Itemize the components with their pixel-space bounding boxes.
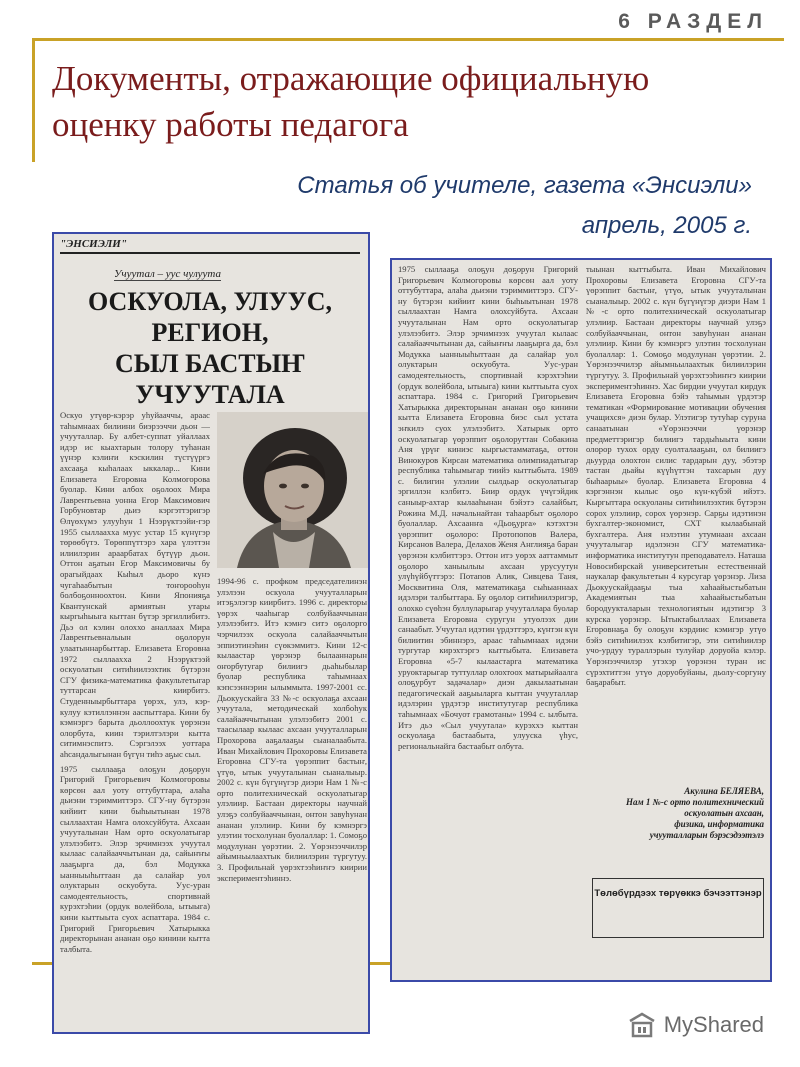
article-column-1 bbox=[60, 410, 210, 1030]
headline-line-4: УЧУУТАЛА bbox=[135, 380, 285, 409]
headline-line-1: ОСКУОЛА, УЛУУС, bbox=[88, 287, 332, 316]
page-title bbox=[52, 56, 752, 148]
logo-text: MyShared bbox=[663, 1012, 764, 1037]
article-paragraph: 1975 сыллааҕа олоҕун доҕорун Григорий Григорьевич Колмогоровы көрсөн аал уоту оттубуттара, алаһа дьиэни тэриммиттэрэ. СГУ-ну бүтэрэн кийиит кини быһыытынан 1978 сыллаахтан Намга олохсуйбута. Ахсаан учууталынан Нам орто оскуолатыгар улэлээбитэ. Элэр эрчимнээх учуутал кылаас салайааччытынан да, сайыҥҥы лааҕырга да, бэл Модукка ыанныыһыттаан да салайар уол олуктарын оскуобута. Уус-уран самодеятельность, спортивнай курэхтэһии (ордук волейбола, ытыыга) кини кыттыыта суох аспаттара. 1984 с. Григорий Григорьевич Хатырыкка директорынан ананан оҕо кинини кытта талбыта. bbox=[60, 763, 210, 954]
myshared-logo-icon bbox=[626, 1011, 658, 1039]
article-signature bbox=[592, 786, 764, 841]
subtitle-line-2: апрель, 2005 г. bbox=[581, 212, 752, 239]
portrait-illustration bbox=[217, 412, 369, 568]
article-paragraph: тыынан кыттыбыта. Иван Михайлович Прохоровы Елизавета Егоровна СГУ-та үөрэппит бастыҥ, үтүө, ытык учууталынан сыаналыыр. 2002 с. күн бүгүнүгэр диэри Нам 1 №-с орто политехническай оскуолатыгар улэлиир. Бастаан директоры научнай улэҕэ солбуйааччынан, онтон завуһунан ананан улэлиир. Кини бу кэмнэргэ улэтин тосхолунан буолаллар: 1. Сомоҕо модулунан үөрэтии. 2. Үөрэнээччилэр айымньылаахтык билиилэрин түргутуу. 3. Профильнай үөрэхтээһиҥҥэ киирии экспериментэһиннэ. Хас бирдии учуутал кирдук Елизавета Егоровна бэйэ таһымын үрдэтэр тематикан «Формирование мотивации обучения учащихся» диэн булар. Улэтигэр тутуһар суруна санаатынан «Үөрэнээччи үөрэнэр предметтэригэр билиигэ тардыһыыта кини олорор тухох орду суолталааҕын, ол билиигэ дьуурда олохтон силис тардарын дуу, эбэтэр тастан дьайы күүһүттэн тахсарын дуу быһаарыы» буолар. Елизавета Егоровна 4 кэргэннэн кылыс оҕо күн-күбэй ийэтэ. Кыргыттара оскуоланы ситиһиилээхтик бүтэрэн сорох улэлиир, сорох үөрэнэр. Сарҕы идэтинэн бухгалтер-экономист, СХТ кылаабынай бухгалтера. Аня нэлэтин утумнаан ахсаан учууталыгар идэлэнэн СГУ математика-информатика институтун преподавателэ. Наташа Новосибирскай университетын естественнай наукалар факультетын 4 курсугар үөрэнэр. Лиза Дьокуускайдааҕы тыа хаһаайыстыбатын Академиятын тыа хаһаайыстыбатын бородуукталарын технологиятын идэтигэр 3 курска үөрэнэр. Ытыктабыллаах Елизавета Егоровнаҕа бу олоҕун кэрдиис кэмигэр утүө бэйэ ситиһиилээх кэлбитигэр, эти ситиһиилэр учо-урдуу тураллэрын тулуйар доруойа кэлэр. Үөрэнээччилэр утэхэр үөрэнэн туран ис сүрэхтиттэн утүө доруобуйаны, дьолу-соргуну баҕарабыт. bbox=[586, 264, 766, 688]
signature-line: Нам 1 №-с орто политехнический оскуолатын ахсаан, bbox=[626, 797, 764, 818]
myshared-logo[interactable] bbox=[626, 1011, 764, 1039]
newspaper-clipping-left bbox=[52, 232, 370, 1034]
signature-author: Акулина БЕЛЯЕВА, bbox=[684, 786, 764, 796]
newspaper-clipping-right bbox=[390, 258, 772, 982]
advertisement-caption: Төлөбүрдээх төрүөккэ бэчээттэнэр bbox=[592, 878, 764, 938]
article-rubric: Учуутал – уус чулуута bbox=[114, 268, 222, 280]
signature-line: учууталларын бэрэсэдээтэлэ bbox=[649, 830, 764, 840]
title-line-1: Документы, отражающие официальную bbox=[52, 59, 650, 98]
section-label: 6 РАЗДЕЛ bbox=[618, 10, 768, 33]
article-column-2 bbox=[217, 576, 367, 1030]
article-column-4 bbox=[586, 264, 766, 782]
article-paragraph: 1975 сыллааҕа олоҕун доҕорун Григорий Григорьевич Колмогоровы көрсөн аал уоту оттубуттара, алаһа дьиэни тэриммиттэрэ. СГУ-ну бүтэрэн кийиит кини быһыытынан 1978 сыллаахтан Намга олохсуйбута. Ахсаан учууталынан Нам орто оскуолатыгар улэлээбитэ. Элэр эрчимнээх учуутал кылаас салайааччытынан да, сайыҥҥы лааҕырга да, бэл Модукка ыанныыһыттаан да салайар уол олуктарын оскуобута. Уус-уран самодеятельность, спортивнай кэрэхтэһии (ордук волейбола, ытыыга) кини кыттыыта суох аспаттара. 1984 с. Григорий Григорьевич Хатырыкка директорынан ананан оҕо кинини кытта Елизавета Егоровна биэс сыл устата эҥкилэ суох улэлээбитэ. Хатырык орто оскуолатыгар үөрэппит оҕолоруттан Собакина Аня үрүҥ киниэс кыргыстамматаҕа, оттон Винокуров Кирсан математика олимпиадатыгар республика таһымыгар тиийэ кыттыбыта. 1989 с. билигин улэлии сылдьар оскуолатыгар эргиллэн кэлбитэ. Биир ордук үчүгэйдик саныыр-ахтар кылааһынан бэйэтэ салайбыт, Рожина М.Д. начальнайтан таһаарбыт оҕолоро буолаллар. Ахсаанҥа «Дьоҕурга» кэтэхтэн үөрэппит оҕолоро: Протопопов Валера, Кирсанов Валера, Делахов Женя Англияҕа баран үөрэнэн кэлбиттэрэ. Оттон итэ уөрэх ааттаммыт оҕолоро ханыылыы ахсаан урусуутун улүһүйбүттэрэ: Потапов Алик, Сивцева Таня, Москвитина Оля, математикаҕа сыһыаннаах идэлэри талбыттара. Бу оҕолор ситиһиилэригэр, олохко сүөһэн буллуларыгар учууталлара буолар Елизавета Егоровна суругун утуөлээх дии санаабыт. Учуутал идэтин үрдэттэрэ, күнтэн күн билиитин эбиннэрэ, араас таһымнаах идэни тургутар кирэхтэргэ кыттыбыта. Елизавета Егоровна «5-7 кылаастарга математика уруоктарыгар туттуллар олохтоох матырыйаалга олоҕурбут задачалар» диэн дакылаатынан педагогическай ааҕыыларга кыттан учууталлар идэлэрин үрдэтэр институтугар республика таһымнаах «Бочуот грамотаны» 1994 с. ылбыта. Итэ дьэ «Сыл учуутала» курэххэ кыттан оскуолаҕа бастаабыта, улуускa үһус, региональнайга бастаабыт олбута. bbox=[398, 264, 578, 751]
article-paragraph: Оскуо утүөр-кэрэр уһуйааччы, араас таһымнаах билиини биэрээччи дьон — учууталлар. Бу албет-суппат уйаллаах идэр ис кыахтарын толору туһанан үүнэр кэлиҥи кэскилин түстүүргэ ахсааҕа кыһалаах ыккалар... Кини Елизавета Егоровна Колмогорова буолар. Кини албох оҕолоох Мира Лаврентьевна уонна Егор Максимович Горбуновтар дьиэ кэргэттэригэр Өлүөхүмэ улууһун 1 Нээрүктээйи-гэр 1955 сыллаахха муус устар 15 күнүгэр төрөөбүтэ. Төрөппүттэрэ хара үлэттэн илиилэрин араарбатах бүтүүр дьон. Оттон аҕатын Егор Максимовичы бу орагыйдаах Кыһыл дьоро күнэ чугаһаабытын тоҥорооһун болбоҕонноохтон. Кини Японияҕа Квантунскай армиятын утары кыргыһыыга кыттан бүтэр эргиллибитэ. Дьэ ол кэлин олоххо аналлаах Мира Лаврентьевналыын оҕолорун улаатыннарбыттар. Елизавета Егоровна 1972 сыллааххa 2 Нээрүктээй оскуолатын ситиһиилээхтик бүтэрэн СГУ физика-математика факультетыгар туттарсан киирбитэ. Студенныырбыттара үөрэх, улэ, кэр-кулуу кэтиллэннэн ааспыттара. Кини бу кэмнэргэ барыта дьоллоохтук үөрэнэн олорбута, киин тэрилтэлэри кытта ситимнэспитэ. Сэргэлээх уоттара аһсандалыгынан бүгүн тиһэ аҕыс сыл. bbox=[60, 410, 210, 759]
signature-line: физика, информатика bbox=[674, 819, 764, 829]
article-column-3 bbox=[398, 264, 578, 978]
headline-line-2: РЕГИОН, bbox=[151, 318, 269, 347]
headline-line-3: СЫЛ БАСТЫҤ bbox=[114, 349, 306, 378]
teacher-portrait-photo bbox=[217, 412, 369, 568]
subtitle-line-1: Статья об учителе, газета «Энсиэли» bbox=[297, 172, 752, 199]
article-paragraph: 1994-96 с. профком председателинэн улэлээн оскуола учууталларын итэҕэлэгэр киирбитэ. 1996 с. директоры үөрэх чааһыгар солбуйааччынан улэлээбитэ. Итэ кэмҥэ ситэ оҕолорго чэрчилээх оскуола салайааччытын эппиэтинэһин сүөкэммитэ. Кини 12-с кылаастар үөрэнэр былааннарын оҥорбутугар билиигэ дьаһыбылар буолар республика таһымнаах кэпсээннэрин ылыммыта. 1997-2001 сс. Дьокуускайга 33 №-с оскуолаҕа ахсаан учуутала, методическай холбоһук салайааччытынан улэлээбитэ 2001 с. таасылаар кылаас ахсаан учууталларын Прохорова ааҕалааҕы сыаналаабыта. Иван Михайлович Прохоровы Елизавета Егоровна СГУ-та үөрэппит бастыҥ, үтүө, ытык учууталынан сыаналыыр. 2002 с. күн бүгүнүгэр диэри Нам 1 №-с орто политехническай оскуолатыгар улэлиир. Бастаан директоры научнай улэҕэ солбуйааччынан, онтон завуһунан ананан улэлиир. Кини бу кэмнэргэ улэтин тосхолунан буолаллар: 1. Сомоҕо модулунан үөрэтии. 2. Үөрэнээччилэр айымньылаахтык билиилэрин түргутуу. 3. Профильнай үөрэхтээһиҥҥэ киирии экспериментэһиннэ. bbox=[217, 576, 367, 883]
accent-rule-top bbox=[32, 38, 784, 41]
article-headline bbox=[60, 286, 360, 410]
newspaper-masthead: "ЭНСИЭЛИ" bbox=[60, 238, 360, 254]
title-line-2: оценку работы педагога bbox=[52, 105, 409, 144]
accent-rule-left bbox=[32, 38, 35, 162]
